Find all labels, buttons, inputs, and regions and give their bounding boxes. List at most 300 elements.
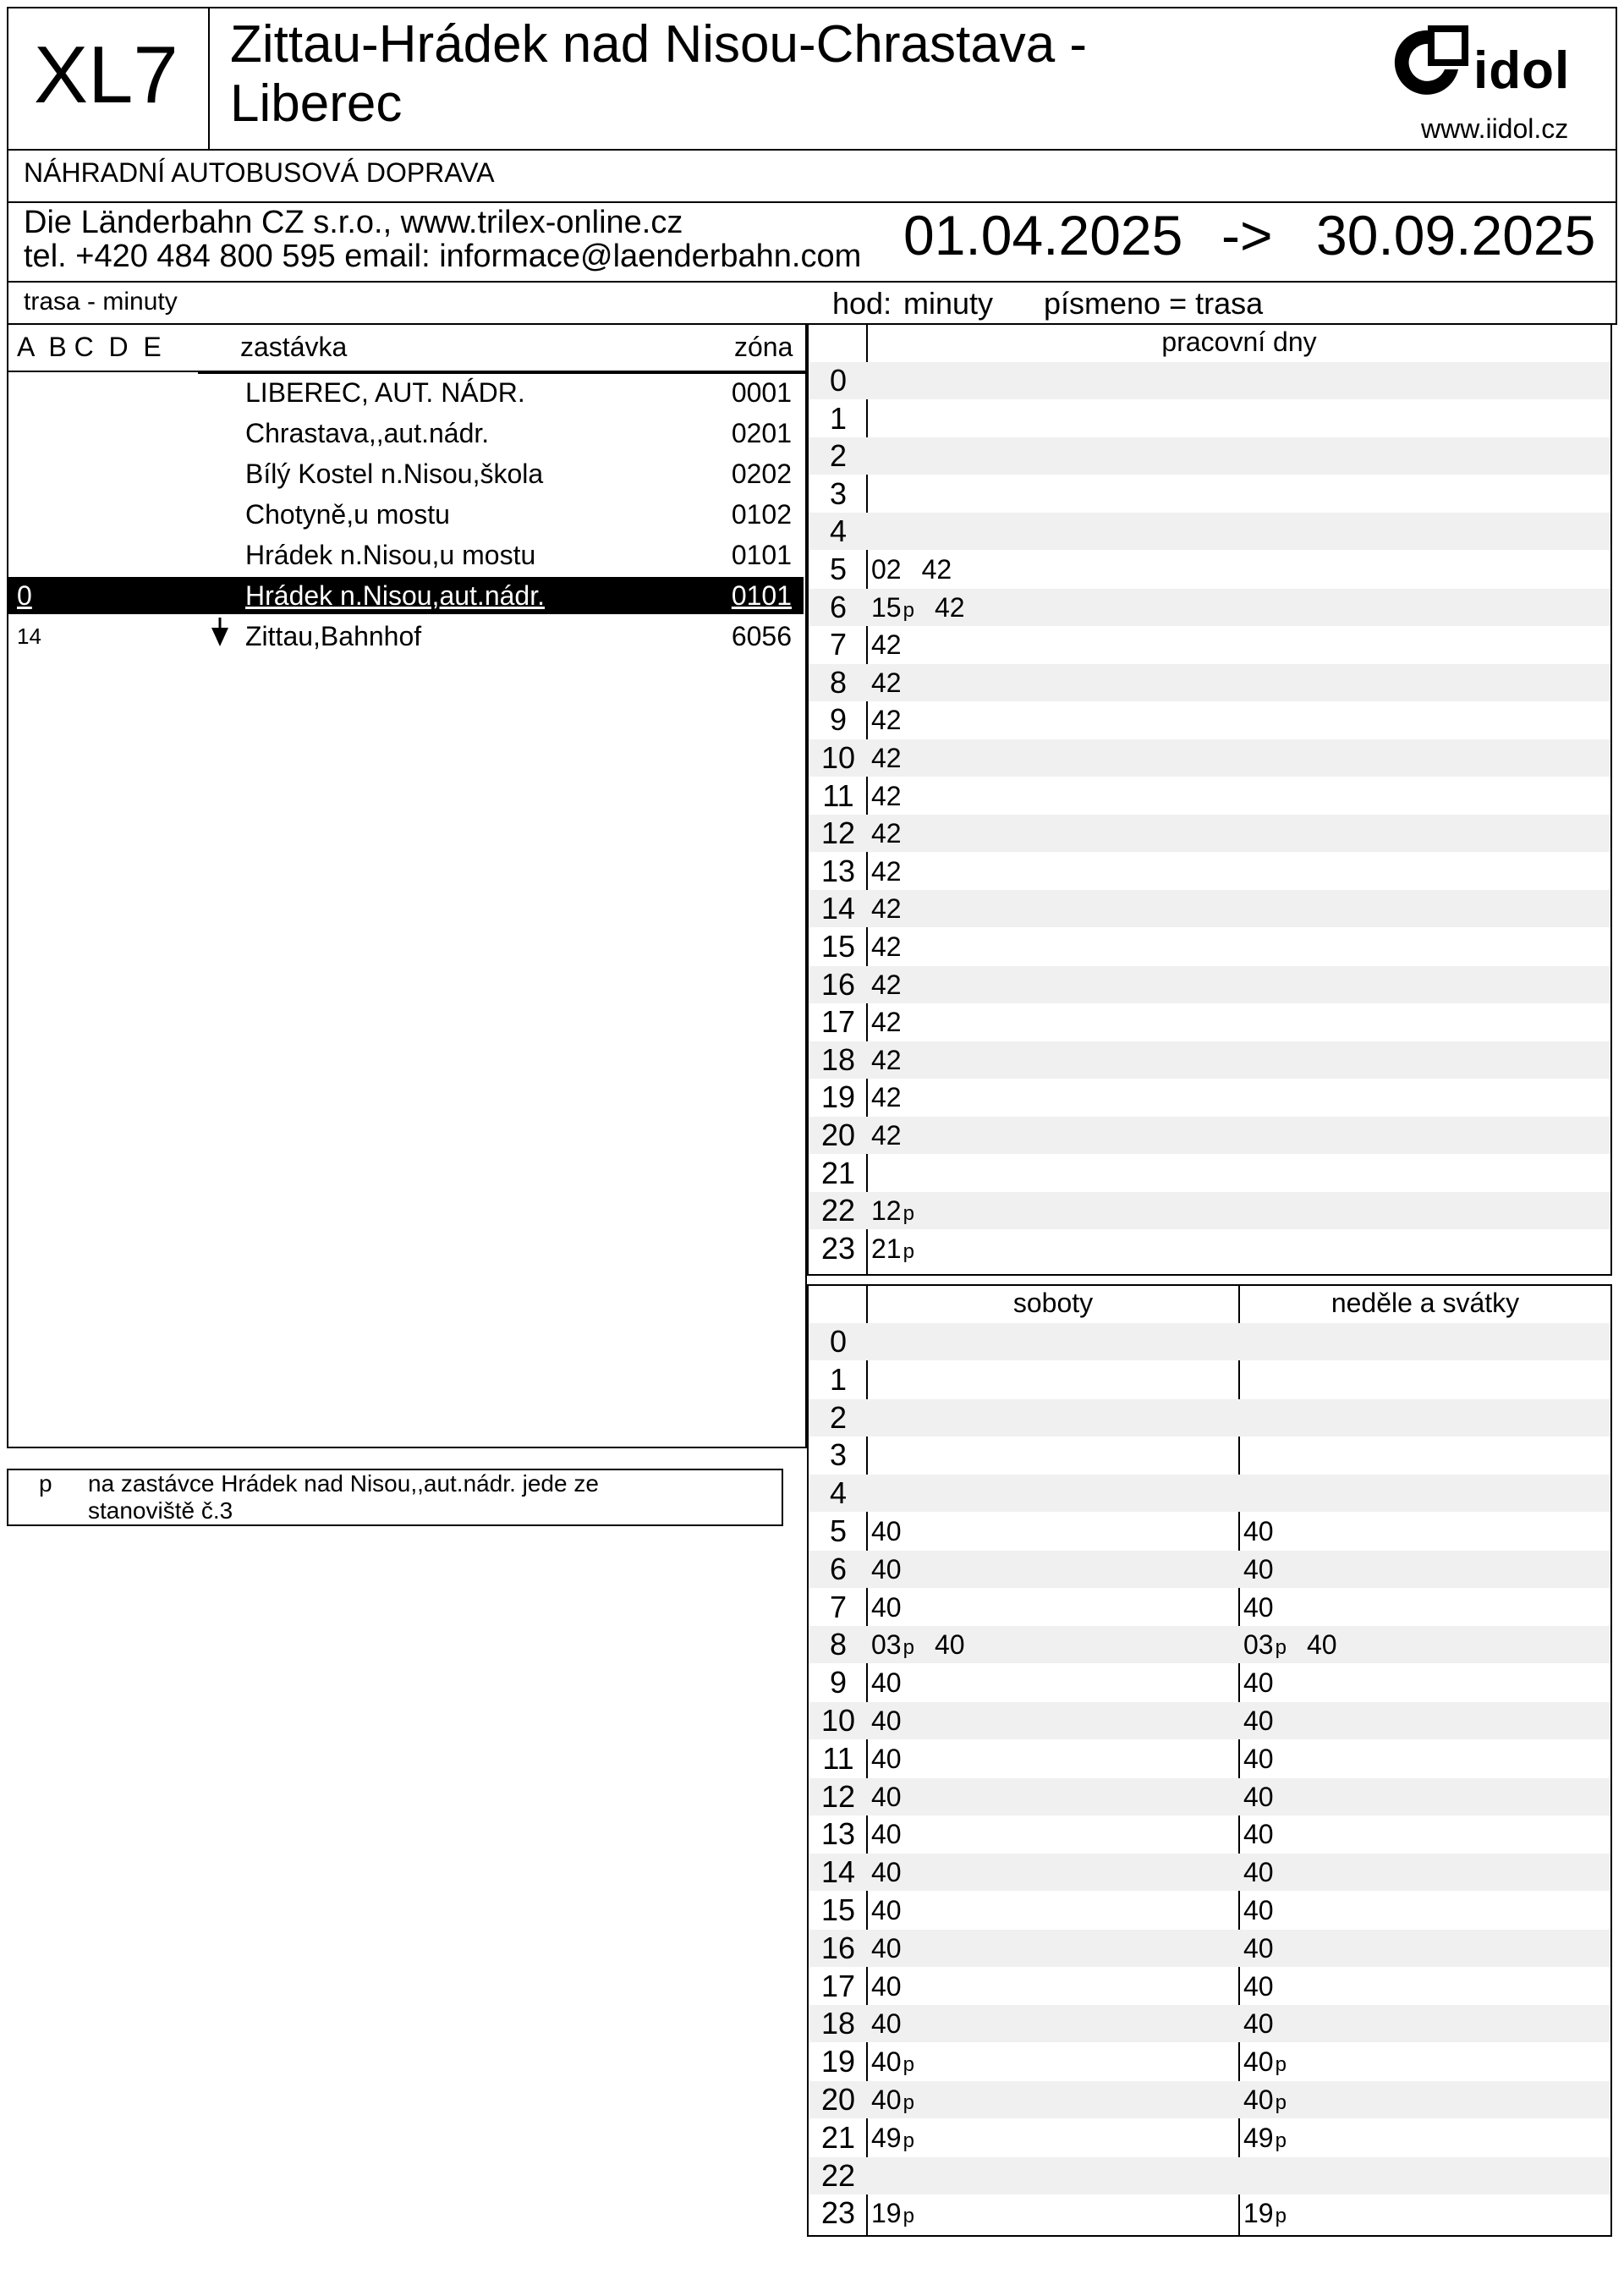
idol-logo	[1392, 25, 1595, 102]
departure-minute	[871, 1079, 902, 1116]
hour-label: 8	[829, 664, 848, 700]
departure-minute	[871, 928, 902, 965]
legend-minutes: minuty	[903, 286, 994, 321]
stop-row	[8, 536, 804, 574]
minute-value: 40	[1243, 1819, 1274, 1850]
saturday-title: soboty	[1012, 1288, 1094, 1318]
minute-value: 19	[871, 2198, 902, 2229]
hour-label: 2	[829, 1399, 848, 1435]
saturday-minutes-cell	[871, 2194, 935, 2235]
weekend-hour-row	[809, 1626, 1610, 1663]
minutes-cell	[871, 1041, 922, 1079]
minute-value: 40	[871, 1706, 902, 1736]
hour-label: 16	[820, 1930, 856, 1965]
legend-hour: hod:	[832, 286, 892, 321]
route-note-letter: p	[1275, 2205, 1287, 2228]
weekend-hour-row	[809, 1589, 1610, 1626]
minute-value: 40	[1243, 1553, 1274, 1585]
route-title-line2: Liberec	[230, 74, 403, 133]
departure-minute	[871, 1702, 902, 1739]
minute-value: 42	[871, 1120, 902, 1151]
weekend-hour-row	[809, 1968, 1610, 2005]
saturday-minutes-cell	[871, 1854, 922, 1891]
hour-label: 11	[822, 1740, 854, 1776]
minute-value: 42	[871, 931, 902, 962]
hour-label: 11	[822, 777, 854, 813]
departure-minute	[1243, 1968, 1274, 2005]
departure-minute	[871, 853, 902, 890]
departure-minute	[871, 2081, 914, 2122]
hour-label: 14	[820, 1854, 856, 1890]
hour-label: 1	[829, 400, 848, 436]
minute-value: 40	[871, 2008, 902, 2040]
stop-zone: 0102	[731, 499, 792, 530]
line-code: XL7	[34, 30, 178, 120]
minutes-cell	[871, 739, 922, 777]
route-note-letter: p	[903, 1636, 914, 1660]
departure-minute	[871, 2043, 914, 2084]
hour-label: 10	[820, 740, 856, 775]
departure-minute	[871, 701, 902, 739]
stop-row	[8, 415, 804, 452]
departure-minute	[871, 966, 902, 1003]
departure-minute	[1243, 1664, 1274, 1701]
route-title-line1: Zittau-Hrádek nad Nisou-Chrastava -	[230, 15, 1088, 74]
saturday-minutes-cell	[871, 1930, 922, 1967]
weekend-hour-row	[809, 1930, 1610, 1967]
minutes-cell	[871, 1117, 922, 1154]
footnote-symbol: p	[39, 1470, 52, 1497]
hour-label: 0	[829, 1324, 848, 1359]
minutes-cell	[871, 777, 922, 815]
weekend-hour-row	[809, 2005, 1610, 2042]
weekday-hour-row	[809, 1003, 1610, 1041]
minute-value: 40	[871, 1553, 902, 1585]
hour-label: 9	[829, 702, 848, 738]
hour-label: 21	[820, 2119, 856, 2155]
sunday-minutes-cell	[1243, 2194, 1307, 2235]
weekend-hour-row	[809, 2157, 1610, 2194]
hour-label: 9	[829, 1665, 848, 1700]
sunday-minutes-cell	[1243, 1968, 1294, 2005]
departure-minute	[871, 890, 902, 927]
minute-value: 40	[871, 1743, 902, 1774]
weekday-hour-row	[809, 362, 1610, 399]
minute-value: 42	[921, 554, 952, 585]
stop-minute: 0	[17, 580, 32, 611]
weekend-hour-row	[809, 1475, 1610, 1512]
minute-value: 40	[934, 1629, 965, 1661]
departure-minute	[1243, 1551, 1274, 1588]
departure-minute	[922, 551, 952, 588]
saturday-minutes-cell	[871, 1815, 922, 1853]
sunday-minutes-cell	[1243, 1815, 1294, 1853]
hour-label: 23	[820, 2195, 856, 2231]
departure-minute	[1307, 1626, 1337, 1663]
minute-value: 02	[871, 554, 902, 585]
departure-minute	[1243, 1930, 1274, 1967]
weekday-hour-row	[809, 437, 1610, 475]
minute-value: 40	[871, 1857, 902, 1888]
weekend-hour-row	[809, 1361, 1610, 1398]
departure-minute	[935, 589, 965, 626]
hour-label: 12	[820, 816, 856, 851]
validity-arrow: ->	[1221, 204, 1273, 266]
departure-minute	[871, 1192, 914, 1233]
hour-label: 15	[820, 929, 856, 964]
saturday-minutes-cell	[871, 1551, 922, 1588]
minute-value: 40	[1243, 1706, 1274, 1736]
departure-minute	[1243, 2005, 1274, 2042]
hour-label: 4	[829, 514, 848, 549]
hour-label: 4	[829, 1475, 848, 1511]
hour-label: 7	[829, 627, 848, 662]
minute-value: 42	[871, 667, 902, 698]
minute-value: 40	[1243, 2046, 1274, 2078]
stop-row	[8, 374, 804, 411]
stop-minute: 14	[17, 623, 41, 649]
minute-value: 21	[871, 1233, 902, 1264]
saturday-minutes-cell	[871, 1702, 922, 1739]
saturday-minutes-cell	[871, 2005, 922, 2042]
minute-value: 42	[871, 1007, 902, 1038]
hour-label: 17	[820, 1004, 856, 1040]
departure-minute	[1243, 1702, 1274, 1739]
saturday-minutes-cell	[871, 1892, 922, 1929]
hour-label: 6	[829, 1551, 848, 1586]
hour-label: 3	[829, 1437, 848, 1473]
sunday-minutes-cell	[1243, 1778, 1294, 1815]
minutes-cell	[871, 928, 922, 965]
minute-value: 42	[871, 780, 902, 811]
hour-label: 13	[820, 1816, 856, 1852]
hour-label: 2	[829, 438, 848, 474]
saturday-minutes-cell	[871, 1626, 985, 1667]
stop-row	[8, 496, 804, 533]
stop-zone: 0101	[731, 540, 792, 570]
minute-value: 19	[1243, 2198, 1274, 2229]
minutes-cell	[871, 701, 922, 739]
valid-from-date: 01.04.2025	[903, 204, 1183, 266]
minute-value: 40	[1243, 1667, 1274, 1699]
saturday-minutes-cell	[871, 1589, 922, 1626]
departure-minute	[871, 815, 902, 852]
zone-header: zóna	[734, 332, 793, 362]
departure-minute	[871, 589, 914, 629]
minute-value: 40	[871, 1516, 902, 1546]
weekend-hour-row	[809, 1513, 1610, 1550]
departure-minute	[871, 2194, 914, 2235]
sunday-minutes-cell	[1243, 1740, 1294, 1777]
hour-label: 12	[820, 1778, 856, 1814]
route-note-letter: p	[903, 2091, 914, 2114]
weekend-hour-row	[809, 1892, 1610, 1929]
weekday-hour-row	[809, 1155, 1610, 1192]
weekend-hour-row	[809, 1854, 1610, 1891]
departure-minute	[871, 777, 902, 815]
weekday-hour-row	[809, 966, 1610, 1003]
hour-label: 14	[820, 891, 856, 926]
minutes-cell	[871, 1079, 922, 1116]
hour-label: 19	[820, 1079, 856, 1115]
sunday-minutes-cell	[1243, 2119, 1307, 2160]
minutes-cell	[871, 551, 972, 588]
stop-row	[8, 455, 804, 492]
route-note-letter: p	[903, 2053, 914, 2077]
minute-value: 40	[871, 1819, 902, 1850]
weekday-hour-row	[809, 1079, 1610, 1116]
departure-minute	[871, 1589, 902, 1626]
weekday-hour-row	[809, 739, 1610, 777]
route-note-letter: p	[903, 598, 914, 622]
stop-name: Zittau,Bahnhof	[245, 621, 422, 651]
stop-zone: 0202	[731, 459, 792, 489]
minutes-cell	[871, 1003, 922, 1041]
minute-value: 03	[871, 1629, 902, 1661]
direction-arrow-icon	[210, 618, 230, 646]
minute-value: 42	[871, 743, 902, 773]
weekday-title: pracovní dny	[1161, 327, 1317, 357]
idol-logo-icon	[1392, 25, 1470, 98]
hour-label: 8	[829, 1627, 848, 1662]
saturday-minutes-cell	[871, 1513, 922, 1550]
departure-minute	[1243, 1854, 1274, 1891]
weekday-hour-row	[809, 664, 1610, 701]
minutes-cell	[871, 664, 922, 701]
legend-letter: písmeno = trasa	[1044, 286, 1264, 321]
stop-header: zastávka	[240, 332, 348, 362]
weekend-hour-row	[809, 1551, 1610, 1588]
minute-value: 42	[871, 705, 902, 736]
weekend-hour-row	[809, 1815, 1610, 1853]
route-note-letter: p	[903, 2205, 914, 2228]
service-type: NÁHRADNÍ AUTOBUSOVÁ DOPRAVA	[24, 157, 495, 188]
hour-label: 20	[820, 1118, 856, 1152]
sunday-minutes-cell	[1243, 1626, 1358, 1667]
weekday-hour-row	[809, 1041, 1610, 1079]
departure-minute	[1243, 1778, 1274, 1815]
hour-label: 23	[820, 1230, 856, 1266]
website-link[interactable]: www.iidol.cz	[1421, 113, 1569, 144]
minute-value: 40	[1243, 1743, 1274, 1774]
minute-value: 40	[1243, 1932, 1274, 1964]
minute-value: 40	[1243, 2085, 1274, 2115]
weekend-hour-row	[809, 1399, 1610, 1436]
stop-name: Chotyně,u mostu	[245, 499, 450, 530]
hour-label: 7	[829, 1589, 848, 1624]
operator-line: Die Länderbahn CZ s.r.o., www.trilex-online.cz	[24, 205, 683, 240]
weekday-hour-row	[809, 890, 1610, 927]
hour-label: 16	[820, 966, 856, 1002]
hour-label: 1	[829, 1361, 848, 1397]
route-note-letter: p	[903, 2128, 914, 2152]
minute-value: 40	[871, 2046, 902, 2078]
departure-minute	[871, 1854, 902, 1891]
minute-value: 40	[1306, 1629, 1337, 1661]
weekday-hour-row	[809, 589, 1610, 626]
departure-minute	[871, 1041, 902, 1079]
minute-value: 40	[871, 1591, 902, 1623]
weekday-hour-row	[809, 400, 1610, 437]
route-note-letter: p	[903, 1202, 914, 1226]
weekend-hour-row	[809, 2043, 1610, 2080]
minute-value: 40	[871, 2085, 902, 2115]
minute-value: 49	[1243, 2122, 1274, 2153]
hour-label: 18	[820, 2006, 856, 2041]
weekend-hour-row	[809, 1778, 1610, 1815]
sunday-minutes-cell	[1243, 2043, 1307, 2084]
stop-zone: 0001	[731, 377, 792, 408]
hour-label: 0	[829, 363, 848, 398]
sunday-minutes-cell	[1243, 2005, 1294, 2042]
hour-label: 5	[829, 552, 848, 586]
hour-label: 22	[820, 1193, 856, 1228]
minute-value: 40	[871, 1895, 902, 1925]
minute-value: 40	[1243, 2008, 1274, 2040]
saturday-minutes-cell	[871, 2081, 935, 2122]
weekday-hour-row	[809, 1117, 1610, 1154]
stop-name: Chrastava,,aut.nádr.	[245, 418, 490, 448]
minute-value: 12	[871, 1195, 902, 1227]
weekday-hour-row	[809, 777, 1610, 815]
minute-value: 40	[1243, 1591, 1274, 1623]
departure-minute	[871, 2119, 914, 2160]
saturday-minutes-cell	[871, 1664, 922, 1701]
departure-minute	[1243, 2119, 1287, 2160]
saturday-minutes-cell	[871, 1740, 922, 1777]
sunday-minutes-cell	[1243, 2081, 1307, 2122]
departure-minute	[871, 664, 902, 701]
contact-line: tel. +420 484 800 595 email: informace@laenderbahn.com	[24, 239, 862, 274]
departure-minute	[871, 2005, 902, 2042]
route-note-letter: p	[1275, 2128, 1287, 2152]
weekday-hour-row	[809, 701, 1610, 739]
departure-minute	[871, 739, 902, 777]
minutes-cell	[871, 626, 922, 663]
minute-value: 42	[871, 818, 902, 849]
hour-label: 15	[820, 1892, 856, 1927]
minutes-cell	[871, 815, 922, 852]
weekend-hour-row	[809, 1702, 1610, 1739]
saturday-minutes-cell	[871, 1778, 922, 1815]
stop-zone: 0201	[731, 418, 792, 448]
weekday-hour-row	[809, 815, 1610, 852]
hour-label: 3	[829, 475, 848, 511]
minutes-cell	[871, 1230, 935, 1271]
departure-minute	[871, 1892, 902, 1929]
minute-value: 42	[871, 893, 902, 925]
hour-label: 21	[820, 1155, 856, 1190]
minute-value: 40	[871, 1667, 902, 1699]
hour-label: 5	[829, 1513, 848, 1548]
weekday-hour-row	[809, 626, 1610, 663]
saturday-minutes-cell	[871, 2043, 935, 2084]
departure-minute	[871, 1551, 902, 1588]
weekday-hour-row	[809, 475, 1610, 513]
hour-label: 22	[820, 2157, 856, 2193]
minute-value: 42	[871, 855, 902, 887]
sunday-minutes-cell	[1243, 1589, 1294, 1626]
weekend-hour-row	[809, 1664, 1610, 1701]
hour-label: 19	[820, 2044, 856, 2079]
minute-value: 40	[871, 1781, 902, 1812]
weekend-hour-row	[809, 1740, 1610, 1777]
departure-minute	[871, 1740, 902, 1777]
hour-label: 13	[820, 853, 856, 888]
departure-minute	[871, 1626, 914, 1667]
saturday-minutes-cell	[871, 1968, 922, 2005]
sunday-minutes-cell	[1243, 1930, 1294, 1967]
departure-minute	[871, 1513, 902, 1550]
minutes-cell	[871, 1192, 935, 1233]
minutes-cell	[871, 853, 922, 890]
departure-minute	[1243, 2043, 1287, 2084]
sunday-minutes-cell	[1243, 1513, 1294, 1550]
minute-value: 40	[1243, 1895, 1274, 1925]
departure-minute	[871, 626, 902, 663]
weekday-hour-row	[809, 928, 1610, 965]
route-note-letter: p	[1275, 2053, 1287, 2077]
departure-minute	[1243, 1589, 1274, 1626]
weekend-hour-row	[809, 2119, 1610, 2156]
departure-minute	[1243, 1892, 1274, 1929]
sunday-minutes-cell	[1243, 1892, 1294, 1929]
weekend-hour-row	[809, 2194, 1610, 2232]
minute-value: 40	[1243, 1781, 1274, 1812]
minute-value: 42	[871, 1044, 902, 1075]
stop-name: Bílý Kostel n.Nisou,škola	[245, 459, 544, 489]
weekend-hour-row	[809, 1436, 1610, 1474]
sunday-minutes-cell	[1243, 1702, 1294, 1739]
footnote-text-line1: na zastávce Hrádek nad Nisou,,aut.nádr. jede ze	[88, 1470, 599, 1497]
departure-minute	[1243, 2081, 1287, 2122]
hour-label: 10	[820, 1703, 856, 1738]
departure-minute	[871, 1230, 914, 1271]
stop-row	[8, 618, 804, 655]
weekday-hour-row	[809, 1192, 1610, 1229]
minute-value: 40	[1243, 1970, 1274, 2002]
valid-to-date: 30.09.2025	[1316, 204, 1596, 266]
minutes-cell	[871, 589, 985, 629]
hour-label: 20	[820, 2082, 856, 2117]
route-note-letter: p	[1275, 1636, 1287, 1660]
weekday-hour-row	[809, 513, 1610, 550]
sunday-minutes-cell	[1243, 1551, 1294, 1588]
minute-value: 42	[871, 629, 902, 661]
departure-minute	[1243, 1815, 1274, 1853]
legend-route-minutes: trasa - minuty	[24, 288, 178, 316]
hour-label: 18	[820, 1041, 856, 1077]
routes-header: A B C D E	[17, 332, 162, 362]
route-note-letter: p	[903, 1239, 914, 1263]
sunday-title: neděle a svátky	[1330, 1288, 1520, 1318]
departure-minute	[871, 1003, 902, 1041]
weekday-hour-row	[809, 853, 1610, 890]
departure-minute	[1243, 1626, 1287, 1667]
sunday-minutes-cell	[1243, 1664, 1294, 1701]
departure-minute	[935, 1626, 965, 1663]
saturday-minutes-cell	[871, 2119, 935, 2160]
minute-value: 03	[1243, 1629, 1274, 1661]
weekend-hour-row	[809, 1323, 1610, 1360]
departure-minute	[1243, 1740, 1274, 1777]
weekday-hour-row	[809, 1230, 1610, 1267]
stop-name: Hrádek n.Nisou,aut.nádr.	[245, 580, 545, 611]
departure-minute	[871, 1117, 902, 1154]
departure-minute	[871, 1664, 902, 1701]
minute-value: 42	[934, 591, 965, 623]
minute-value: 40	[1243, 1516, 1274, 1546]
